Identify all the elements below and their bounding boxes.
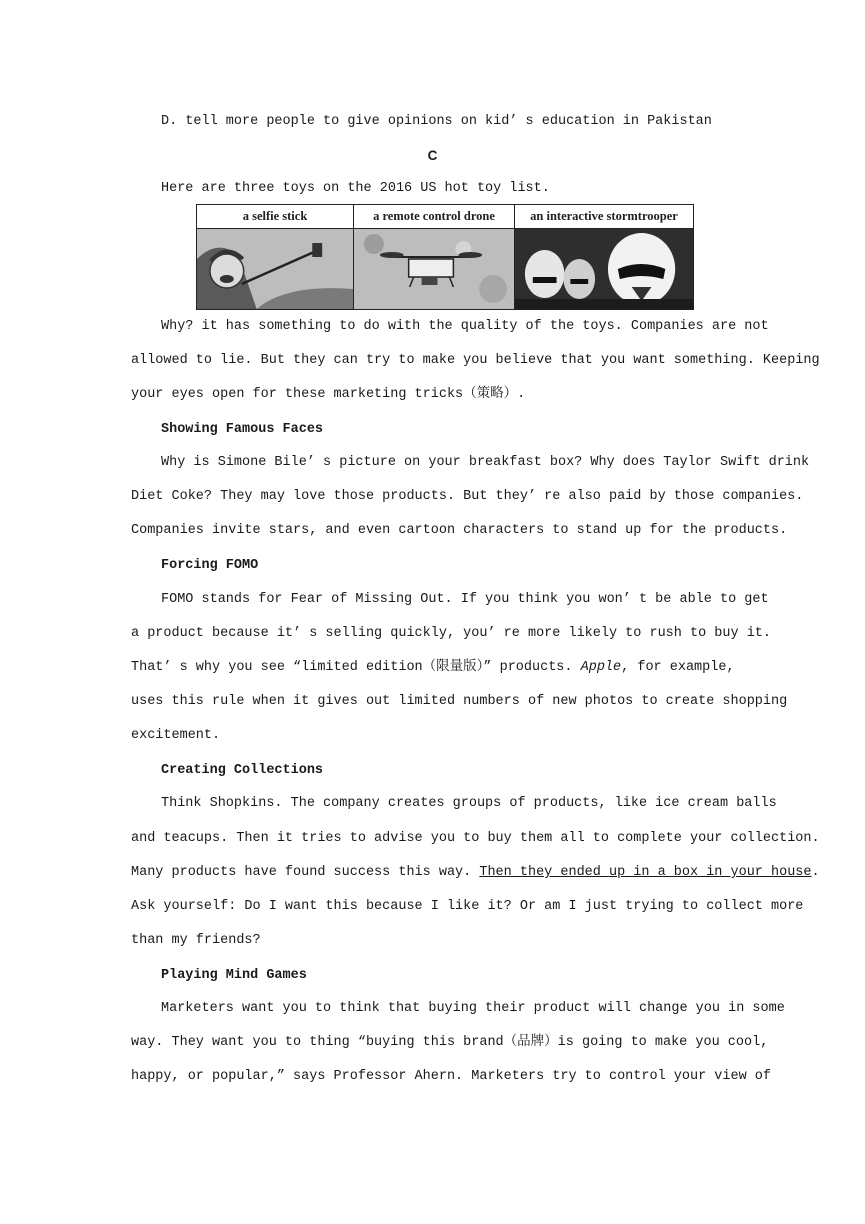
- drone-image: [354, 229, 515, 309]
- para3-line3-a: That’ s why you see “limited edition（限量版）” products.: [131, 660, 581, 675]
- toy-label-stormtrooper: an interactive stormtrooper: [515, 205, 693, 229]
- para4-line2: and teacups. Then it tries to advise you to buy them all to complete your collection.: [131, 831, 820, 846]
- section-letter: C: [427, 148, 438, 163]
- heading-forcing-fomo: Forcing FOMO: [161, 558, 259, 573]
- para4-line1: Think Shopkins. The company creates groups of products, like ice cream balls: [161, 796, 777, 811]
- para3-line4: uses this rule when it gives out limited numbers of new photos to create shopping: [131, 694, 788, 709]
- heading-creating-collections: Creating Collections: [161, 763, 324, 778]
- para3-line2: a product because it’ s selling quickly, you’ re more likely to rush to buy it.: [131, 626, 772, 641]
- para2-line2: Diet Coke? They may love those products. But they’ re also paid by those companies.: [131, 489, 804, 504]
- para1-line3: your eyes open for these marketing tricks（策略）.: [131, 387, 526, 402]
- para2-line1: Why is Simone Bile’ s picture on your breakfast box? Why does Taylor Swift drink: [161, 455, 810, 470]
- para5-line1: Marketers want you to think that buying their product will change you in some: [161, 1001, 785, 1016]
- para4-line5: than my friends?: [131, 933, 261, 948]
- para3-line1: FOMO stands for Fear of Missing Out. If you think you won’ t be able to get: [161, 592, 769, 607]
- underlined-sentence: Then they ended up in a box in your house: [479, 865, 812, 880]
- heading-playing-mind-games: Playing Mind Games: [161, 968, 307, 983]
- para2-line3: Companies invite stars, and even cartoon characters to stand up for the products.: [131, 523, 788, 538]
- para1-line2: allowed to lie. But they can try to make you believe that you want something. Keeping: [131, 353, 820, 368]
- toy-label-selfie-stick: a selfie stick: [197, 205, 354, 229]
- para4-line3: [131, 863, 820, 883]
- para5-line2: way. They want you to thing “buying this brand（品牌）is going to make you cool,: [131, 1035, 769, 1050]
- heading-showing-famous-faces: Showing Famous Faces: [161, 422, 324, 437]
- para5-line3: happy, or popular,” says Professor Ahern. Marketers try to control your view of: [131, 1069, 772, 1084]
- toy-label-drone: a remote control drone: [354, 205, 515, 229]
- selfie-stick-image: [197, 229, 354, 309]
- toy-table: [196, 204, 694, 310]
- para3-line5: excitement.: [131, 728, 221, 743]
- intro-text: Here are three toys on the 2016 US hot toy list.: [161, 181, 550, 196]
- brand-apple: Apple: [580, 660, 622, 675]
- stormtrooper-image: [515, 229, 693, 309]
- para4-line3-c: .: [811, 865, 820, 880]
- para3-line3: [131, 658, 733, 678]
- para4-line4: Ask yourself: Do I want this because I like it? Or am I just trying to collect more: [131, 899, 804, 914]
- para1-line1: Why? it has something to do with the quality of the toys. Companies are not: [161, 319, 769, 334]
- option-d: D. tell more people to give opinions on kid’ s education in Pakistan: [161, 114, 712, 129]
- para4-line3-a: Many products have found success this way.: [131, 865, 480, 880]
- para3-line3-c: , for example,: [621, 660, 735, 675]
